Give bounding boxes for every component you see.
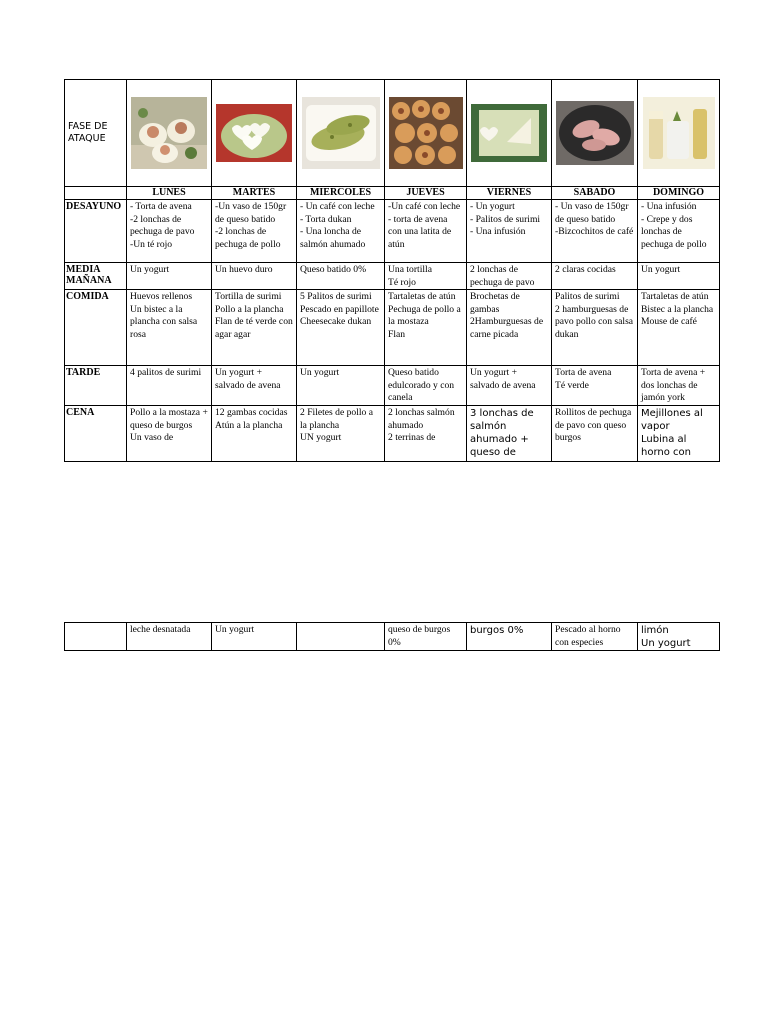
photo-muffins	[385, 80, 467, 187]
menu-cell: 2 lonchas salmón ahumado 2 terrinas de	[385, 405, 467, 461]
meal-label: CENA	[65, 405, 127, 461]
menu-cell: -Un vaso de 150gr de queso batido -2 lonchas de pechuga de pollo	[212, 200, 297, 263]
menu-cell: Torta de avena Té verde	[552, 366, 638, 406]
menu-cell: Queso batido edulcorado y con canela	[385, 366, 467, 406]
meal-label: TARDE	[65, 366, 127, 406]
menu-cell: - Un café con leche - Torta dukan - Una loncha de salmón ahumado	[297, 200, 385, 263]
menu-cell: Torta de avena + dos lonchas de jamón york	[638, 366, 720, 406]
row-desayuno	[65, 200, 720, 263]
menu-cell: 12 gambas cocidas Atún a la plancha	[212, 405, 297, 461]
menu-cell: leche desnatada	[127, 623, 212, 651]
row-cena-continued	[65, 623, 720, 651]
menu-cell: Pescado al horno con especies	[552, 623, 638, 651]
menu-cell: Un yogurt	[212, 623, 297, 651]
row-media-manana	[65, 263, 720, 290]
menu-cell	[297, 623, 385, 651]
photo-breaded-fish	[297, 80, 385, 187]
menu-cell: Palitos de surimi 2 hamburguesas de pavo pollo con salsa dukan	[552, 290, 638, 366]
menu-cell: - Torta de avena -2 lonchas de pechuga de pavo -Un té rojo	[127, 200, 212, 263]
menu-cell: Pollo a la mostaza + queso de burgos Un vaso de	[127, 405, 212, 461]
weekly-menu-table	[64, 79, 720, 462]
menu-cell: queso de burgos 0%	[385, 623, 467, 651]
continuation-table	[64, 622, 720, 651]
day-martes: MARTES	[212, 187, 297, 200]
menu-cell: Mejillones al vapor Lubina al horno con	[638, 405, 720, 461]
menu-cell: Tortilla de surimi Pollo a la plancha Flan de té verde con agar agar	[212, 290, 297, 366]
photo-drink-glasses	[638, 80, 720, 187]
day-sabado: SABADO	[552, 187, 638, 200]
day-jueves: JUEVES	[385, 187, 467, 200]
row-comida	[65, 290, 720, 366]
menu-cell: Una tortilla Té rojo	[385, 263, 467, 290]
menu-cell: -Un café con leche - torta de avena con una latita de atún	[385, 200, 467, 263]
menu-cell: Brochetas de gambas 2Hamburguesas de carne picada	[467, 290, 552, 366]
menu-cell: 2 claras cocidas	[552, 263, 638, 290]
menu-cell: Un yogurt	[297, 366, 385, 406]
photo-cheese-hearts	[212, 80, 297, 187]
menu-cell: 4 palitos de surimi	[127, 366, 212, 406]
photo-cheese-wedge	[467, 80, 552, 187]
menu-cell: 2 Filetes de pollo a la plancha UN yogurt	[297, 405, 385, 461]
menu-cell: 2 lonchas de pechuga de pavo	[467, 263, 552, 290]
row-cena	[65, 405, 720, 461]
meal-label: MEDIA MAÑANA	[65, 263, 127, 290]
day-lunes: LUNES	[127, 187, 212, 200]
photo-meat-pan	[552, 80, 638, 187]
photo-row	[65, 80, 720, 187]
menu-cell: Tartaletas de atún Pechuga de pollo a la mostaza Flan	[385, 290, 467, 366]
menu-cell: 3 lonchas de salmón ahumado + queso de	[467, 405, 552, 461]
meal-label: COMIDA	[65, 290, 127, 366]
day-domingo: DOMINGO	[638, 187, 720, 200]
menu-cell: Huevos rellenos Un bistec a la plancha con salsa rosa	[127, 290, 212, 366]
menu-cell: 5 Palitos de surimi Pescado en papillote Cheesecake dukan	[297, 290, 385, 366]
photo-stuffed-eggs	[127, 80, 212, 187]
menu-cell: Queso batido 0%	[297, 263, 385, 290]
menu-cell: - Una infusión - Crepe y dos lonchas de pechuga de pollo	[638, 200, 720, 263]
menu-cell: limón Un yogurt	[638, 623, 720, 651]
menu-cell: Un yogurt	[127, 263, 212, 290]
corner-cell	[65, 187, 127, 200]
menu-cell: - Un vaso de 150gr de queso batido -Bizcochitos de café	[552, 200, 638, 263]
row-tarde	[65, 366, 720, 406]
day-miercoles: MIERCOLES	[297, 187, 385, 200]
meal-label	[65, 623, 127, 651]
menu-cell: Tartaletas de atún Bistec a la plancha Mouse de café	[638, 290, 720, 366]
menu-cell: Un yogurt + salvado de avena	[467, 366, 552, 406]
menu-cell: Un yogurt + salvado de avena	[212, 366, 297, 406]
menu-cell: Rollitos de pechuga de pavo con queso burgos	[552, 405, 638, 461]
menu-cell: Un huevo duro	[212, 263, 297, 290]
menu-cell: Un yogurt	[638, 263, 720, 290]
days-row	[65, 187, 720, 200]
phase-label: FASE DE ATAQUE	[65, 80, 127, 187]
menu-cell: burgos 0%	[467, 623, 552, 651]
day-viernes: VIERNES	[467, 187, 552, 200]
menu-cell: - Un yogurt - Palitos de surimi - Una infusión	[467, 200, 552, 263]
meal-label: DESAYUNO	[65, 200, 127, 263]
